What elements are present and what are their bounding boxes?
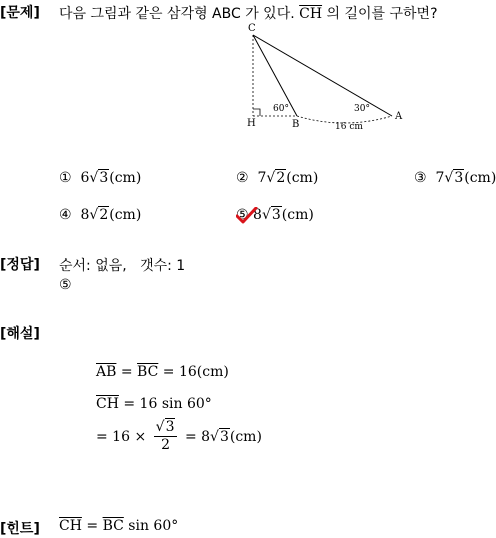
choice-2[interactable] — [236, 170, 318, 186]
choice-1[interactable] — [59, 170, 141, 186]
answer-label: [정답] — [0, 257, 40, 273]
choice-coef: 7 — [435, 170, 445, 186]
fraction-numerator — [154, 420, 178, 437]
choice-number: ① — [59, 170, 72, 186]
checkmark-icon — [236, 207, 258, 225]
solution-line-2 — [96, 396, 212, 412]
fraction-denominator: 2 — [161, 437, 171, 454]
problem-statement: 다음 그림과 같은 삼각형 ABC 가 있다. — [59, 6, 295, 22]
choice-number: ② — [236, 170, 249, 186]
solution-result: = 8 — [184, 428, 211, 445]
choice-unit: (cm) — [109, 170, 142, 186]
choice-coef: 8 — [253, 207, 262, 223]
choice-4[interactable] — [59, 207, 141, 223]
choice-radicand: 3 — [271, 207, 281, 223]
problem-label: [문제] — [0, 5, 40, 21]
choice-coef: 7 — [257, 170, 267, 186]
problem-question: 의 길이를 구하면? — [326, 6, 438, 22]
hint-expression: sin 60° — [128, 518, 179, 534]
choice-coef: 6 — [80, 170, 90, 186]
result-unit: (cm) — [229, 428, 262, 445]
solution-line-3 — [96, 420, 262, 454]
point-b: B — [292, 119, 300, 130]
triangle-figure — [240, 18, 420, 133]
choice-unit: (cm) — [281, 207, 314, 223]
side-ba-label: 16 cm — [335, 122, 363, 132]
sqrt-sign: √3 — [444, 170, 464, 186]
sqrt-sign: √3 — [89, 170, 109, 186]
choice-number: ⑤ — [236, 207, 249, 223]
answer-text: 순서: 없음, 갯수: 1 — [59, 258, 186, 274]
fraction — [154, 420, 178, 454]
choice-radicand: 3 — [99, 170, 109, 186]
choice-coef: 8 — [80, 207, 90, 223]
hint-text: $\overline{CH} = \overline{BC}$ sin 60° — [59, 518, 179, 534]
solution-multiply: = 16 × — [96, 428, 147, 445]
choice-3[interactable] — [414, 170, 496, 186]
solution-value: = 16(cm) — [162, 364, 229, 380]
hint-label: [힌트] — [0, 521, 40, 537]
choice-radicand: 2 — [276, 170, 286, 186]
point-a: A — [395, 111, 403, 122]
sqrt-sign: √2 — [266, 170, 286, 186]
solution-expression: = 16 sin 60° — [123, 396, 212, 412]
right-angle-mark — [253, 109, 260, 116]
choice-number: ④ — [59, 207, 72, 223]
sqrt-sign: √2 — [89, 207, 109, 223]
point-c: C — [248, 23, 256, 34]
segment-bc: $\overline{BC}$ — [102, 518, 124, 534]
result-radicand: 3 — [219, 428, 229, 445]
segment-ab: $\overline{AB}$ — [96, 364, 117, 380]
solution-line-1: $\overline{AB} = \overline{BC} = 16(cm)$ — [96, 364, 229, 380]
answer-value: ⑤ — [59, 277, 72, 293]
choice-radicand: 2 — [99, 207, 109, 223]
angle-a-label: 30° — [354, 104, 370, 114]
solution-label: [해설] — [0, 326, 40, 342]
choice-number: ③ — [414, 170, 427, 186]
numerator-radicand: 3 — [165, 419, 175, 435]
sqrt-sign: √3 — [155, 419, 175, 435]
choice-radicand: 3 — [454, 170, 464, 186]
choice-unit: (cm) — [109, 207, 142, 223]
segment-ch: $\overline{CH}$ — [59, 518, 82, 534]
point-h: H — [247, 118, 256, 129]
sqrt-sign: √3 — [261, 207, 281, 223]
segment-bc: $\overline{BC}$ — [137, 364, 159, 380]
sqrt-sign: √3 — [210, 428, 229, 445]
problem-segment: $\overline{CH}$ — [299, 6, 323, 22]
segment-ch: $\overline{CH}$ — [96, 396, 119, 412]
choice-unit: (cm) — [286, 170, 319, 186]
choice-number-wrap — [236, 207, 249, 223]
angle-b-label: 60° — [273, 104, 289, 114]
choice-5[interactable] — [236, 207, 314, 223]
choice-unit: (cm) — [464, 170, 496, 186]
